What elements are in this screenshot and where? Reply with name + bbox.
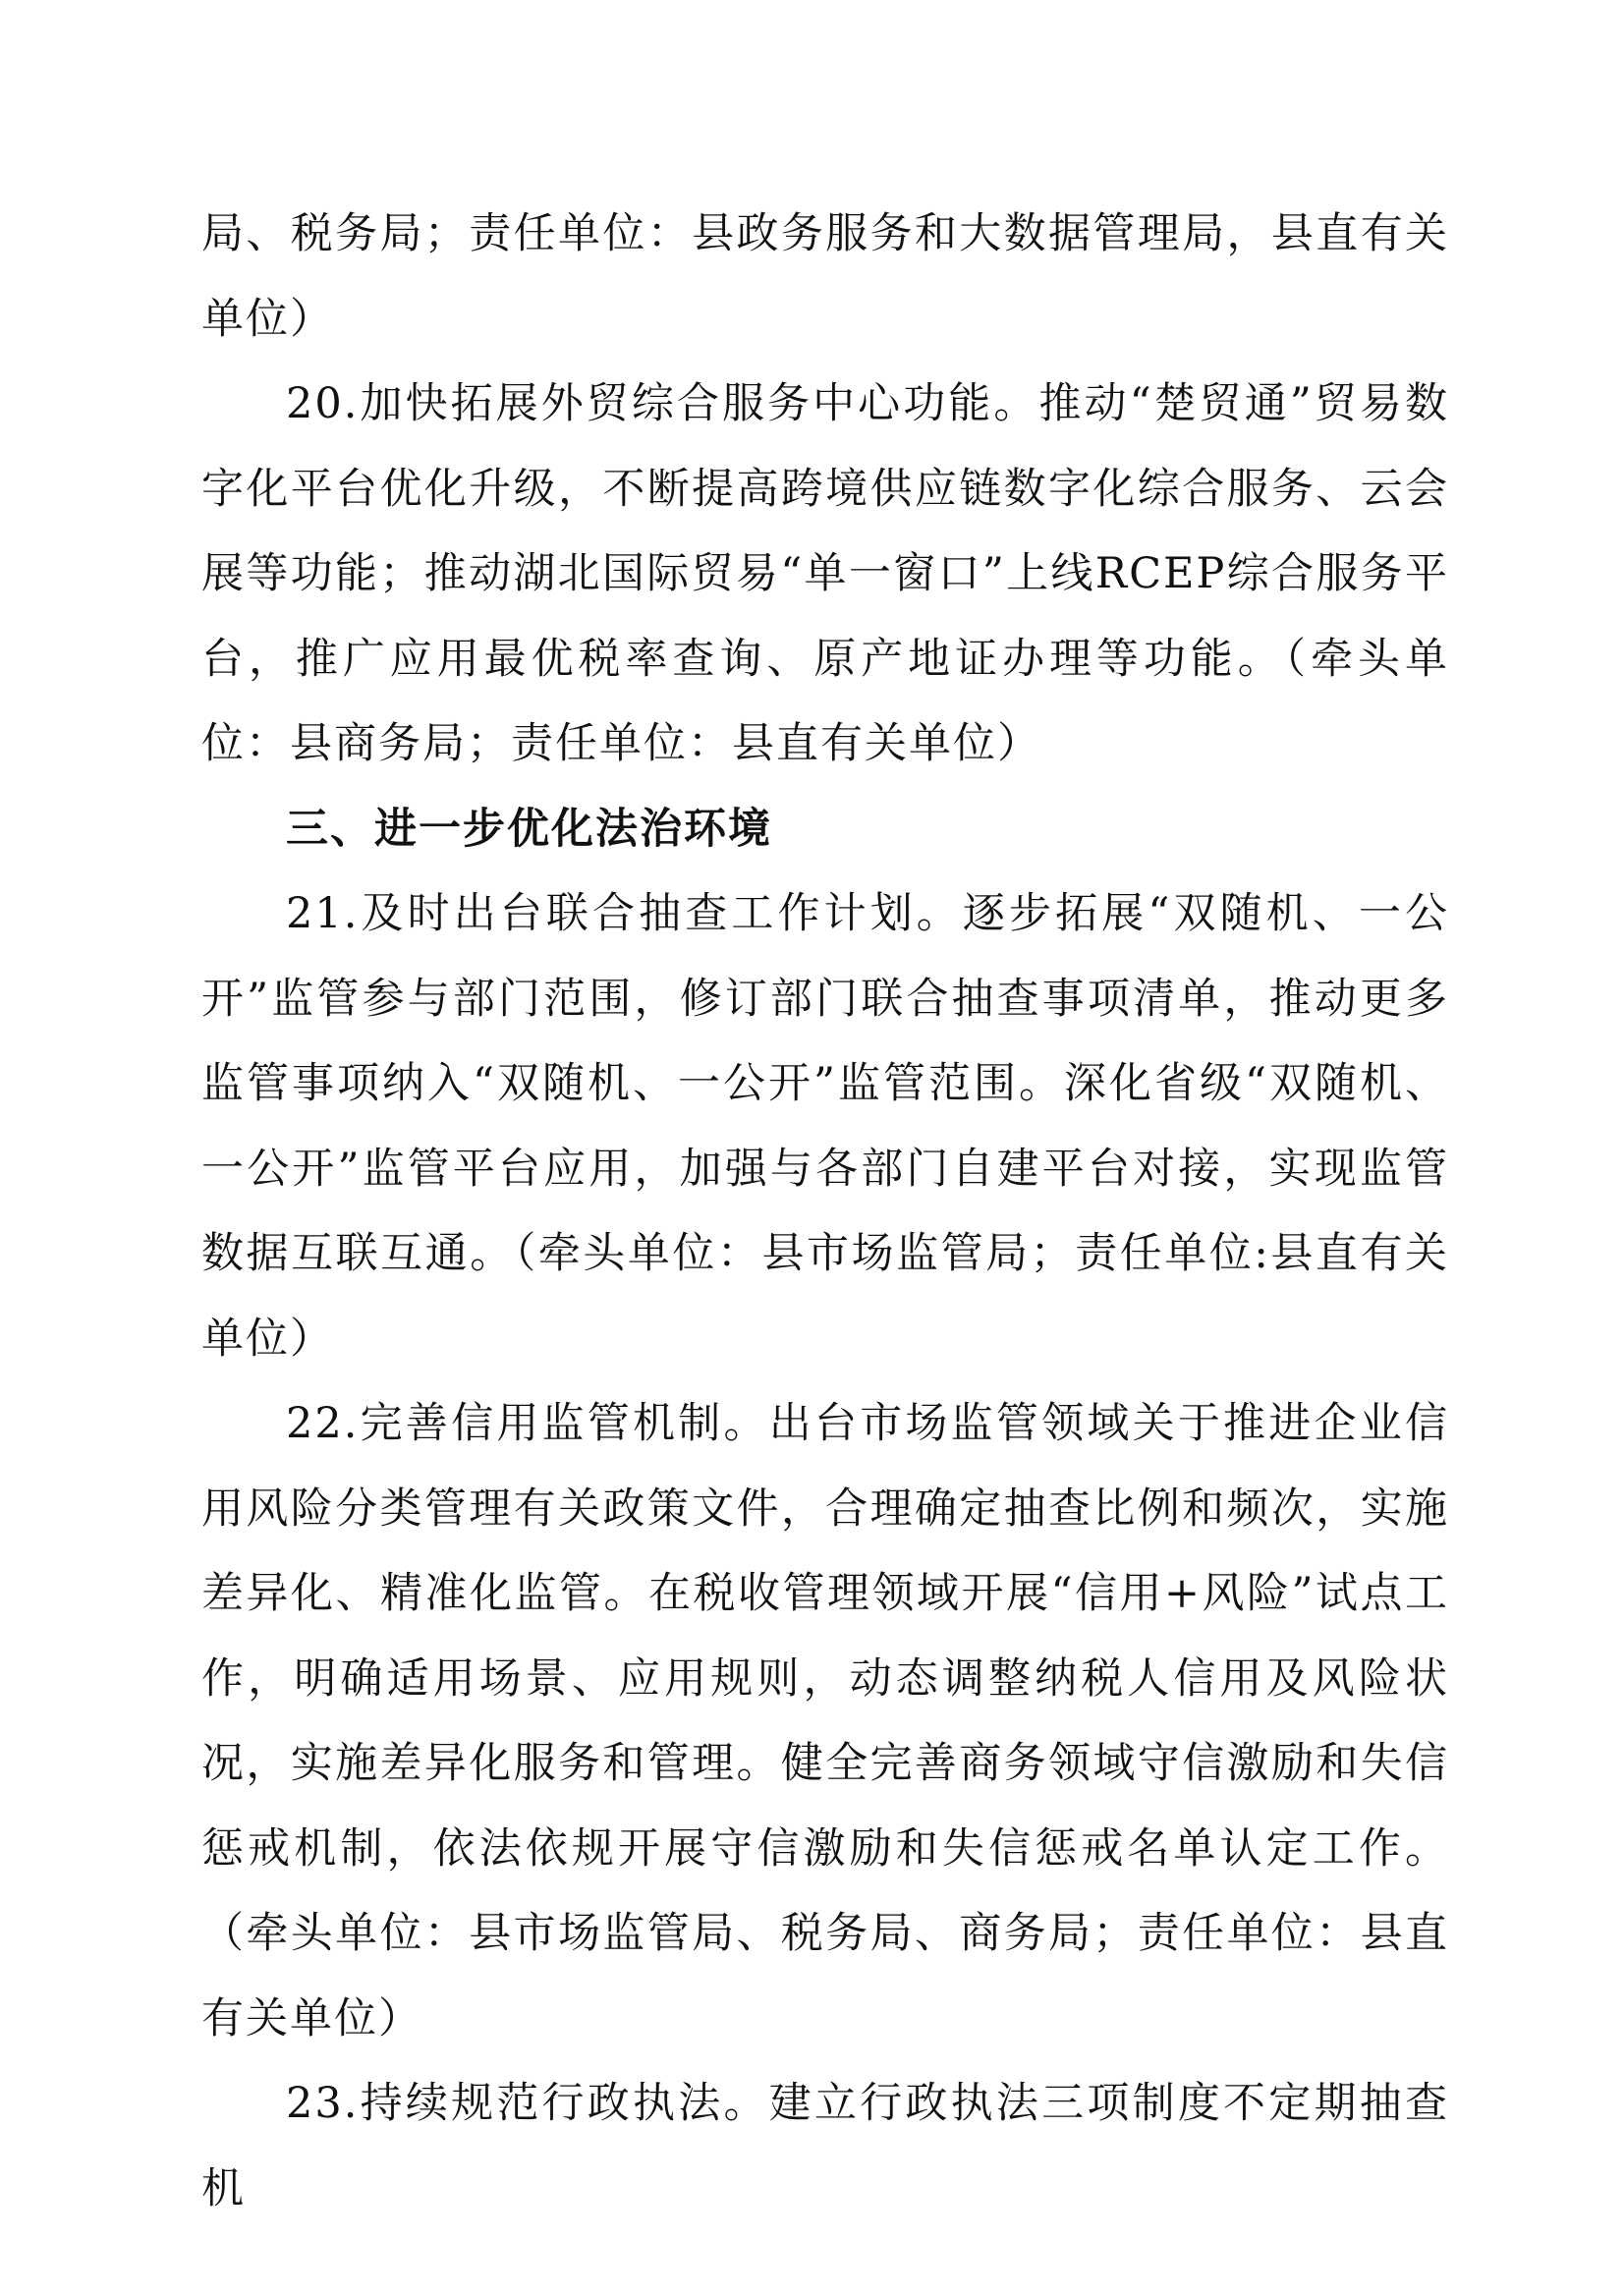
paragraph-item-21: 21.及时出台联合抽查工作计划。逐步拓展“双随机、一公开”监管参与部门范围，修订部门联合抽查事项清单，推动更多监管事项纳入“双随机、一公开”监管范围。深化省级“双随机、一公开”监管平台应用，加强与各部门自建平台对接，实现监管数据互联互通。（牵头单位：县市场监管局；责任单位:县直有关单位）: [201, 889, 1449, 1364]
document-page: [201, 192, 1449, 2231]
paragraph-item-20: 20.加快拓展外贸综合服务中心功能。推动“楚贸通”贸易数字化平台优化升级，不断提高跨境供应链数字化综合服务、云会展等功能；推动湖北国际贸易“单一窗口”上线RCEP综合服务平台，推广应用最优税率查询、原产地证办理等功能。（牵头单位：县商务局；责任单位：县直有关单位）: [201, 379, 1449, 768]
paragraph-continued: 局、税务局；责任单位：县政务服务和大数据管理局，县直有关单位）: [201, 209, 1449, 344]
paragraph-item-23: 23.持续规范行政执法。建立行政执法三项制度不定期抽查机: [201, 2079, 1449, 2213]
section-heading-3: 三、进一步优化法治环境: [286, 804, 772, 854]
paragraph-item-22: 22.完善信用监管机制。出台市场监管领域关于推进企业信用风险分类管理有关政策文件，合理确定抽查比例和频次，实施差异化、精准化监管。在税收管理领域开展“信用+风险”试点工作，明确适用场景、应用规则，动态调整纳税人信用及风险状况，实施差异化服务和管理。健全完善商务领域守信激励和失信惩戒机制，依法依规开展守信激励和失信惩戒名单认定工作。（牵头单位：县市场监管局、税务局、商务局；责任单位：县直有关单位）: [201, 1399, 1449, 2043]
